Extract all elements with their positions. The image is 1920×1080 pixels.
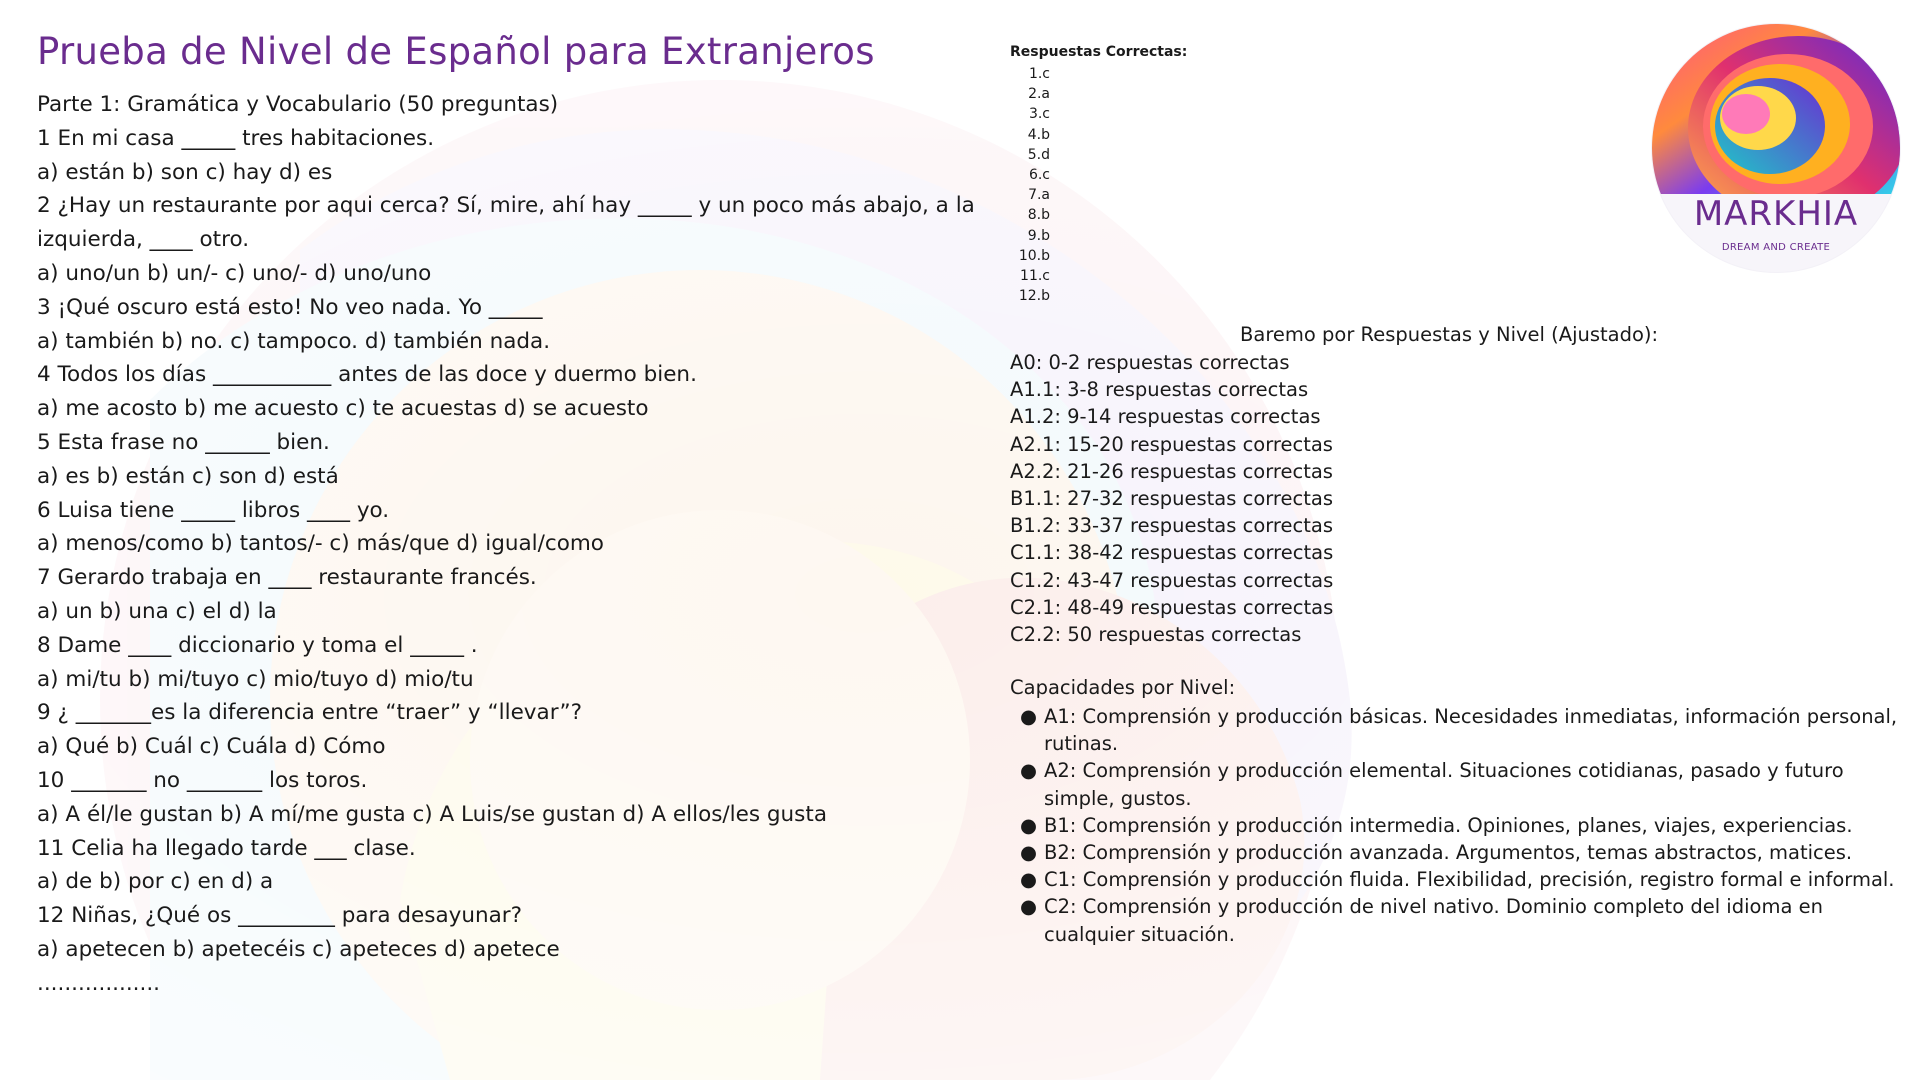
bullet-icon: ● bbox=[1020, 705, 1038, 728]
bullet-icon: ● bbox=[1020, 841, 1038, 865]
question-text: 5 Esta frase no ______ bien. bbox=[37, 429, 330, 455]
baremo-list bbox=[1010, 349, 1333, 648]
part-heading: Parte 1: Gramática y Vocabulario (50 preguntas) bbox=[37, 92, 559, 117]
capacidad-item bbox=[1010, 703, 1910, 757]
question-options: a) mi/tu b) mi/tuyo c) mio/tuyo d) mio/tu bbox=[37, 666, 474, 692]
baremo-row: C2.1: 48-49 respuestas correctas bbox=[1010, 595, 1334, 619]
answers-heading: Respuestas Correctas: bbox=[1010, 44, 1188, 60]
question-text: 6 Luisa tiene _____ libros ____ yo. bbox=[37, 497, 390, 523]
question-options: a) A él/le gustan b) A mí/me gusta c) A Luis/se gustan d) A ellos/les gusta bbox=[37, 801, 827, 827]
question-text: 8 Dame ____ diccionario y toma el _____ . bbox=[37, 632, 478, 658]
answer-item: 9.b bbox=[1027, 227, 1050, 244]
capacidad-text: B2: Comprensión y producción avanzada. Argumentos, temas abstractos, matices. bbox=[1044, 841, 1853, 865]
capacidad-item bbox=[1010, 839, 1910, 866]
answer-item: 3.c bbox=[1028, 106, 1050, 123]
question-text: 7 Gerardo trabaja en ____ restaurante francés. bbox=[37, 565, 537, 591]
baremo-heading: Baremo por Respuestas y Nivel (Ajustado): bbox=[1240, 323, 1659, 346]
answer-item: 12.b bbox=[1018, 288, 1050, 305]
capacidad-item bbox=[1010, 866, 1910, 893]
capacidad-text: A1: Comprensión y producción básicas. Necesidades inmediatas, información personal, rutinas. bbox=[1044, 705, 1898, 756]
bullet-icon: ● bbox=[1020, 813, 1038, 837]
baremo-row: C1.2: 43-47 respuestas correctas bbox=[1010, 568, 1334, 592]
baremo-row: C2.2: 50 respuestas correctas bbox=[1010, 623, 1302, 647]
answer-item: 5.d bbox=[1027, 146, 1050, 163]
question-text: 10 _______ no _______ los toros. bbox=[37, 767, 368, 793]
logo-tagline: DREAM AND CREATE bbox=[1721, 242, 1831, 253]
answer-item: 2.a bbox=[1028, 86, 1050, 103]
question-options: a) de b) por c) en d) a bbox=[37, 869, 274, 895]
capacidad-item bbox=[1010, 812, 1910, 839]
question-options: a) un b) una c) el d) la bbox=[37, 598, 277, 624]
answer-item: 7.a bbox=[1028, 187, 1050, 204]
question-options: a) uno/un b) un/- c) uno/- d) uno/uno bbox=[37, 260, 432, 286]
ellipsis-text: .................. bbox=[37, 970, 161, 996]
question-options: a) Qué b) Cuál c) Cuála d) Cómo bbox=[37, 734, 386, 760]
answers-section bbox=[1010, 44, 1187, 306]
capacidades-list bbox=[1010, 703, 1910, 948]
baremo-row: A0: 0-2 respuestas correctas bbox=[1010, 351, 1290, 374]
answer-item: 4.b bbox=[1027, 126, 1050, 143]
baremo-row: B1.1: 27-32 respuestas correctas bbox=[1010, 487, 1333, 511]
question-options: a) están b) son c) hay d) es bbox=[37, 159, 333, 185]
answer-item: 8.b bbox=[1027, 207, 1050, 224]
question-text: 1 En mi casa _____ tres habitaciones. bbox=[37, 125, 435, 151]
answer-item: 6.c bbox=[1028, 167, 1050, 184]
bullet-icon: ● bbox=[1020, 895, 1038, 919]
baremo-row: A2.2: 21-26 respuestas correctas bbox=[1010, 459, 1333, 483]
capacidad-text: C2: Comprensión y producción de nivel nativo. Dominio completo del idioma en cualquier situación. bbox=[1044, 895, 1823, 946]
capacidad-item bbox=[1010, 757, 1910, 811]
baremo-row: A1.1: 3-8 respuestas correctas bbox=[1010, 378, 1309, 402]
capacidad-item bbox=[1010, 893, 1910, 947]
question-text: 9 ¿ _______es la diferencia entre “traer” y “llevar”? bbox=[37, 700, 582, 726]
question-text: 3 ¡Qué oscuro está esto! No veo nada. Yo _____ bbox=[37, 294, 543, 320]
answers-list bbox=[1010, 64, 1187, 306]
bullet-icon: ● bbox=[1020, 868, 1038, 892]
answer-item: 10.b bbox=[1018, 247, 1050, 264]
question-options: a) menos/como b) tantos/- c) más/que d) igual/como bbox=[37, 531, 604, 557]
capacidad-text: B1: Comprensión y producción intermedia. Opiniones, planes, viajes, experiencias. bbox=[1044, 813, 1853, 837]
question-options: a) apetecen b) apetecéis c) apeteces d) apetece bbox=[37, 936, 560, 962]
baremo-row: C1.1: 38-42 respuestas correctas bbox=[1010, 541, 1334, 565]
answer-item: 1.c bbox=[1028, 66, 1050, 82]
question-text: 2 ¿Hay un restaurante por aqui cerca? Sí, mire, ahí hay _____ y un poco más abajo, a la izquierda, ____ otro. bbox=[37, 193, 975, 253]
question-text: 11 Celia ha llegado tarde ___ clase. bbox=[37, 835, 416, 861]
question-text: 12 Niñas, ¿Qué os _________ para desayunar? bbox=[37, 903, 523, 929]
page-title: Prueba de Nivel de Español para Extranjeros bbox=[37, 30, 875, 73]
question-text: 4 Todos los días ___________ antes de las doce y duermo bien. bbox=[37, 362, 697, 388]
answer-item: 11.c bbox=[1020, 268, 1050, 285]
question-options: a) también b) no. c) tampoco. d) también nada. bbox=[37, 328, 551, 354]
baremo-row: A1.2: 9-14 respuestas correctas bbox=[1010, 405, 1321, 429]
question-options: a) me acosto b) me acuesto c) te acuestas d) se acuesto bbox=[37, 396, 649, 422]
capacidades-heading: Capacidades por Nivel: bbox=[1010, 676, 1236, 699]
bullet-icon: ● bbox=[1020, 759, 1038, 783]
capacidad-text: C1: Comprensión y producción fluida. Flexibilidad, precisión, registro formal e informal. bbox=[1044, 868, 1895, 892]
markhia-logo-icon bbox=[1648, 18, 1904, 280]
baremo-row: A2.1: 15-20 respuestas correctas bbox=[1010, 432, 1333, 456]
baremo-row: B1.2: 33-37 respuestas correctas bbox=[1010, 514, 1333, 538]
logo-wordmark: MARKHIA bbox=[1693, 194, 1859, 234]
questions-section bbox=[37, 88, 992, 1001]
question-options: a) es b) están c) son d) está bbox=[37, 463, 339, 489]
capacidad-text: A2: Comprensión y producción elemental. Situaciones cotidianas, pasado y futuro simple, gustos. bbox=[1044, 759, 1844, 810]
